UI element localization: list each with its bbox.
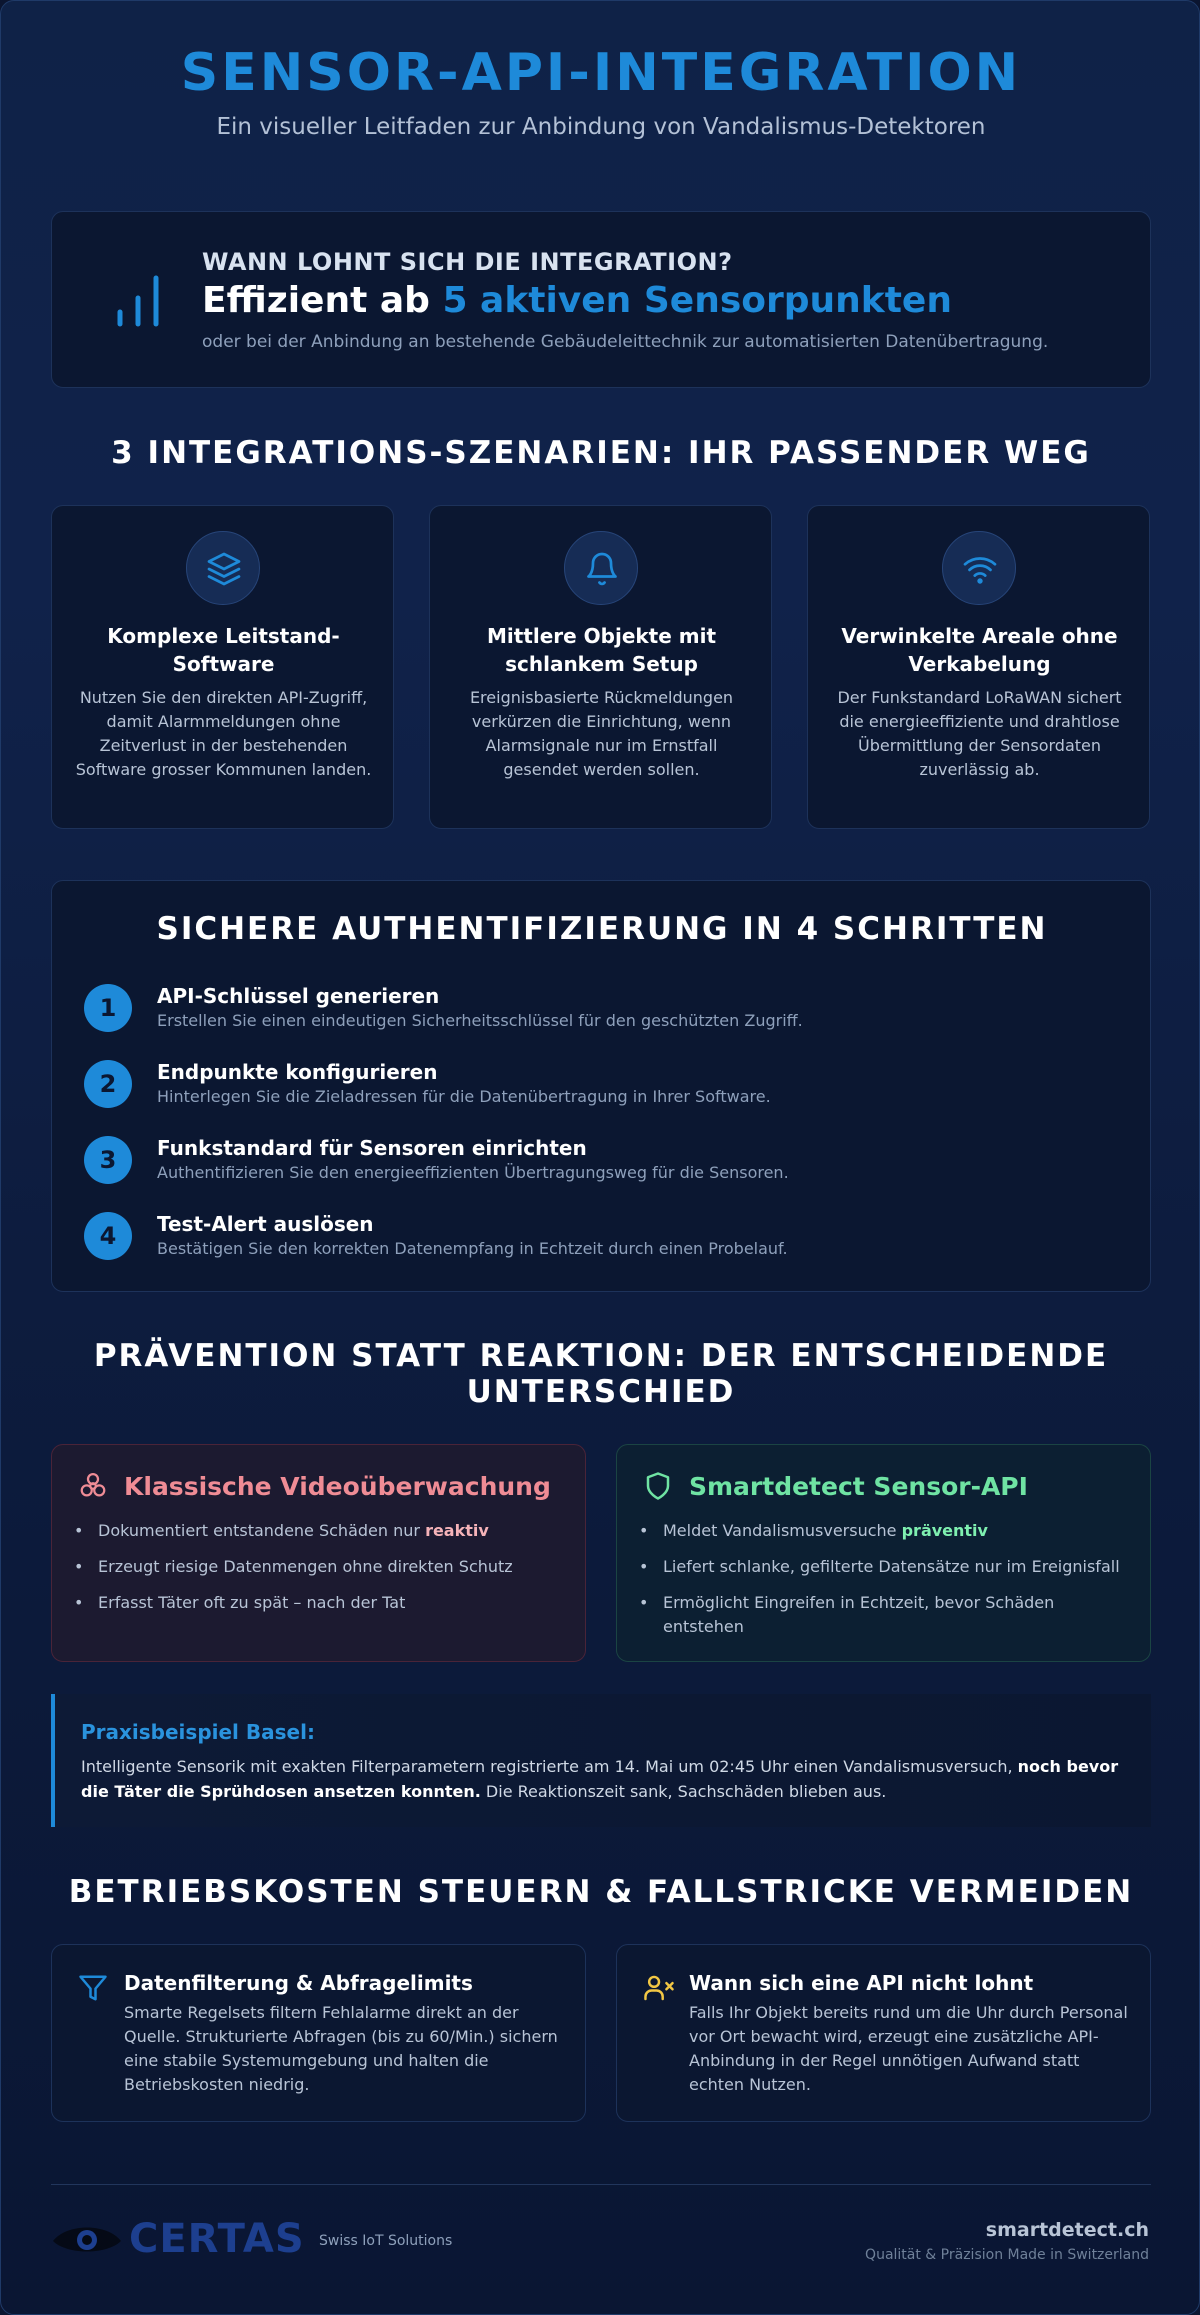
step-title: Funkstandard für Sensoren einrichten [157,1136,587,1160]
step-title: Endpunkte konfigurieren [157,1060,438,1084]
list-item-bold: reaktiv [425,1521,489,1540]
list-item [74,1555,569,1579]
list-item [639,1519,1134,1543]
scenario-icon-circle [564,531,638,605]
step-text: Authentifizieren Sie den energieeffizienten Übertragungsweg für die Sensoren. [157,1163,789,1182]
website-link[interactable]: smartdetect.ch [985,2219,1149,2241]
list-item [639,1591,1134,1639]
list-item-text: Ermöglicht Eingreifen in Echtzeit, bevor Schäden entstehen [663,1593,1055,1636]
scenarios-title: 3 INTEGRATIONS-SZENARIEN: IHR PASSENDER WEG [111,435,1091,471]
filter-icon [78,1973,108,2003]
cost-text: Smarte Regelsets filtern Fehlalarme direkt an der Quelle. Strukturierte Abfragen (bis zu 60/Min.) sichern eine stabile Systemumgebung und halten die Betriebskosten niedrig. [124,2003,558,2094]
cost-title: Wann sich eine API nicht lohnt [689,1971,1034,1995]
classic-card [51,1444,586,1662]
step-number: 3 [84,1136,132,1184]
footer-claim: Qualität & Präzision Made in Switzerland [865,2247,1149,2263]
scenario-title: Verwinkelte Areale ohne Verkabelung [841,624,1118,676]
example-text-suffix: Die Reaktionszeit sank, Sachschäden blieben aus. [485,1782,887,1801]
list-item [74,1519,569,1543]
cost-text: Falls Ihr Objekt bereits rund um die Uhr durch Personal vor Ort bewacht wird, erzeugt eine zusätzliche API-Anbindung in der Regel unnötigen Aufwand statt echten Nutzen. [689,2003,1128,2094]
classic-title: Klassische Videoüberwachung [124,1472,551,1501]
step-text: Hinterlegen Sie die Zieladressen für die Datenübertragung in Ihrer Software. [157,1087,771,1106]
user-x-icon [643,1973,675,2003]
scenario-card [51,505,394,829]
intro-headline [202,280,952,321]
smart-card [616,1444,1151,1662]
step-title: API-Schlüssel generieren [157,984,440,1008]
wifi-icon [962,551,998,587]
step-text: Erstellen Sie einen eindeutigen Sicherheitsschlüssel für den geschützten Zugriff. [157,1011,803,1030]
auth-step [84,982,1124,1042]
eye-icon [51,2219,123,2259]
scenario-title: Komplexe Leitstand-Software [107,624,340,676]
scenario-card [429,505,772,829]
scenario-text: Nutzen Sie den direkten API-Zugriff, damit Alarmmeldungen ohne Zeitverlust in der bestehenden Software grosser Kommunen landen. [75,688,372,779]
layers-icon [206,551,242,587]
example-text-prefix: Intelligente Sensorik mit exakten Filterparametern registrierte am 14. Mai um 02:45 Uhr einen Vandalismusversuch, [81,1757,1013,1776]
list-item-bold: präventiv [901,1521,988,1540]
comparison-title-line1: PRÄVENTION STATT REAKTION: DER ENTSCHEIDENDE [93,1338,1109,1374]
list-item [639,1555,1134,1579]
smart-title: Smartdetect Sensor-API [689,1472,1028,1501]
auth-step [84,1134,1124,1194]
scenario-title: Mittlere Objekte mit schlankem Setup [486,624,717,676]
shield-icon [643,1471,673,1501]
intro-note: oder bei der Anbindung an bestehende Gebäudeleittechnik zur automatisierten Datenübertragung. [202,332,1049,352]
scenario-icon-circle [942,531,1016,605]
list-item-text: Meldet Vandalismusversuche [663,1521,897,1540]
list-item-text: Erzeugt riesige Datenmengen ohne direkten Schutz [98,1557,513,1576]
bar-chart-icon [114,272,164,328]
scenario-text: Ereignisbasierte Rückmeldungen verkürzen die Einrichtung, wenn Alarmsignale nur im Ernstfall gesendet werden sollen. [469,688,734,779]
bell-icon [584,551,620,587]
company-tagline: Swiss IoT Solutions [319,2233,453,2249]
step-title: Test-Alert auslösen [157,1212,374,1236]
step-number: 4 [84,1212,132,1260]
scenario-text: Der Funkstandard LoRaWAN sichert die energieeffiziente und drahtlose Übermittlung der Sensordaten zuverlässig ab. [837,688,1122,779]
comparison-title-line2: UNTERSCHIED [466,1374,736,1410]
list-item-text: Erfasst Täter oft zu spät – nach der Tat [98,1593,406,1612]
biohazard-icon [78,1471,108,1501]
example-text-bold: noch bevor die Täter die Sprühdosen ansetzen konnten. [81,1757,1119,1801]
auth-step [84,1058,1124,1118]
list-item-text: Liefert schlanke, gefilterte Datensätze nur im Ereignisfall [663,1557,1120,1576]
step-number: 2 [84,1060,132,1108]
cost-title: Datenfilterung & Abfragelimits [124,1971,473,1995]
cost-card [616,1944,1151,2122]
list-item-text: Dokumentiert entstandene Schäden nur [98,1521,420,1540]
auth-card [51,880,1151,1292]
intro-kicker: WANN LOHNT SICH DIE INTEGRATION? [202,248,733,276]
costs-title: BETRIEBSKOSTEN STEUERN & FALLSTRICKE VERMEIDEN [68,1874,1134,1910]
comparison-title [1,1338,1200,1410]
page-title: SENSOR-API-INTEGRATION [180,43,1022,103]
example-callout [51,1694,1151,1827]
example-text [81,1754,1131,1804]
auth-step [84,1210,1124,1270]
intro-card [51,211,1151,388]
intro-headline-prefix: Effizient ab [202,280,430,321]
scenario-card [807,505,1150,829]
page-subtitle: Ein visueller Leitfaden zur Anbindung von Vandalismus-Detektoren [216,114,986,140]
scenario-icon-circle [186,531,260,605]
step-number: 1 [84,984,132,1032]
step-text: Bestätigen Sie den korrekten Datenempfang in Echtzeit durch einen Probelauf. [157,1239,788,1258]
company-logo: CERTAS [129,2216,305,2262]
classic-list [74,1519,569,1627]
example-title: Praxisbeispiel Basel: [81,1720,315,1744]
list-item [74,1591,569,1615]
intro-headline-highlight: 5 aktiven Sensorpunkten [442,280,952,321]
smart-list [639,1519,1134,1651]
cost-card [51,1944,586,2122]
footer-divider [51,2184,1151,2185]
auth-title: SICHERE AUTHENTIFIZIERUNG IN 4 SCHRITTEN [156,911,1048,947]
